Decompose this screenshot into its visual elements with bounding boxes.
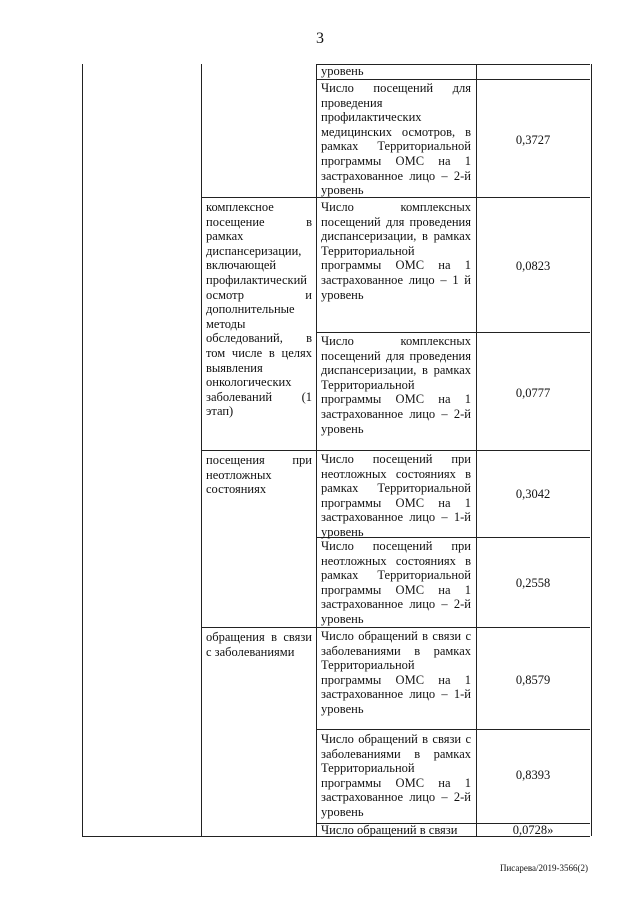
indicator-value: 0,0823 bbox=[515, 259, 551, 273]
indicator-text: Число комплексных посещений для проведения диспансеризации, в рамках Территориальной программы ОМС на 1 застрахованное лицо – 1 й уровень bbox=[321, 200, 471, 302]
service-type: посещения при неотложных состояниях bbox=[206, 453, 312, 497]
indicator-continuation: уровень bbox=[321, 64, 364, 78]
indicator-value: 0,0728» bbox=[512, 823, 554, 837]
indicator-text: Число обращений в связи с заболеваниями в рамках Территориальной программы ОМС на 1 застрахованное лицо – 1-й уровень bbox=[321, 629, 471, 716]
indicator-text: Число посещений при неотложных состояниях в рамках Территориальной программы ОМС на 1 застрахованное лицо – 2-й уровень bbox=[321, 539, 471, 626]
indicator-text: Число обращений в связи с заболеваниями в рамках Территориальной программы ОМС на 1 застрахованное лицо – 2-й уровень bbox=[321, 732, 471, 819]
footer-reference: Писарева/2019-3566(2) bbox=[499, 863, 588, 873]
page-number: 3 bbox=[316, 30, 324, 47]
service-type: обращения в связи с заболеваниями bbox=[206, 630, 312, 659]
indicator-value: 0,0777 bbox=[515, 386, 551, 400]
indicator-text: Число комплексных посещений для проведения диспансеризации, в рамках Территориальной программы ОМС на 1 застрахованное лицо – 2-й уровень bbox=[321, 334, 471, 436]
indicator-value: 0,8393 bbox=[515, 768, 551, 782]
indicator-value: 0,3727 bbox=[515, 133, 551, 147]
indicator-text: Число посещений для проведения профилактических медицинских осмотров, в рамках Территориальной программы ОМС на 1 застрахованное лицо – 2-й уровень bbox=[321, 81, 471, 198]
indicator-text: Число обращений в связи bbox=[321, 823, 458, 837]
indicator-value: 0,8579 bbox=[515, 673, 551, 687]
indicator-value: 0,3042 bbox=[515, 487, 551, 501]
indicator-value: 0,2558 bbox=[515, 576, 551, 590]
service-type: комплексное посещение в рамках диспансеризации, включающей профилактический осмотр и дополнительные методы обследований, в том числе в целях выявления онкологических заболеваний (1 этап) bbox=[206, 200, 312, 419]
indicator-text: Число посещений при неотложных состояниях в рамках Территориальной программы ОМС на 1 застрахованное лицо – 1-й уровень bbox=[321, 452, 471, 539]
